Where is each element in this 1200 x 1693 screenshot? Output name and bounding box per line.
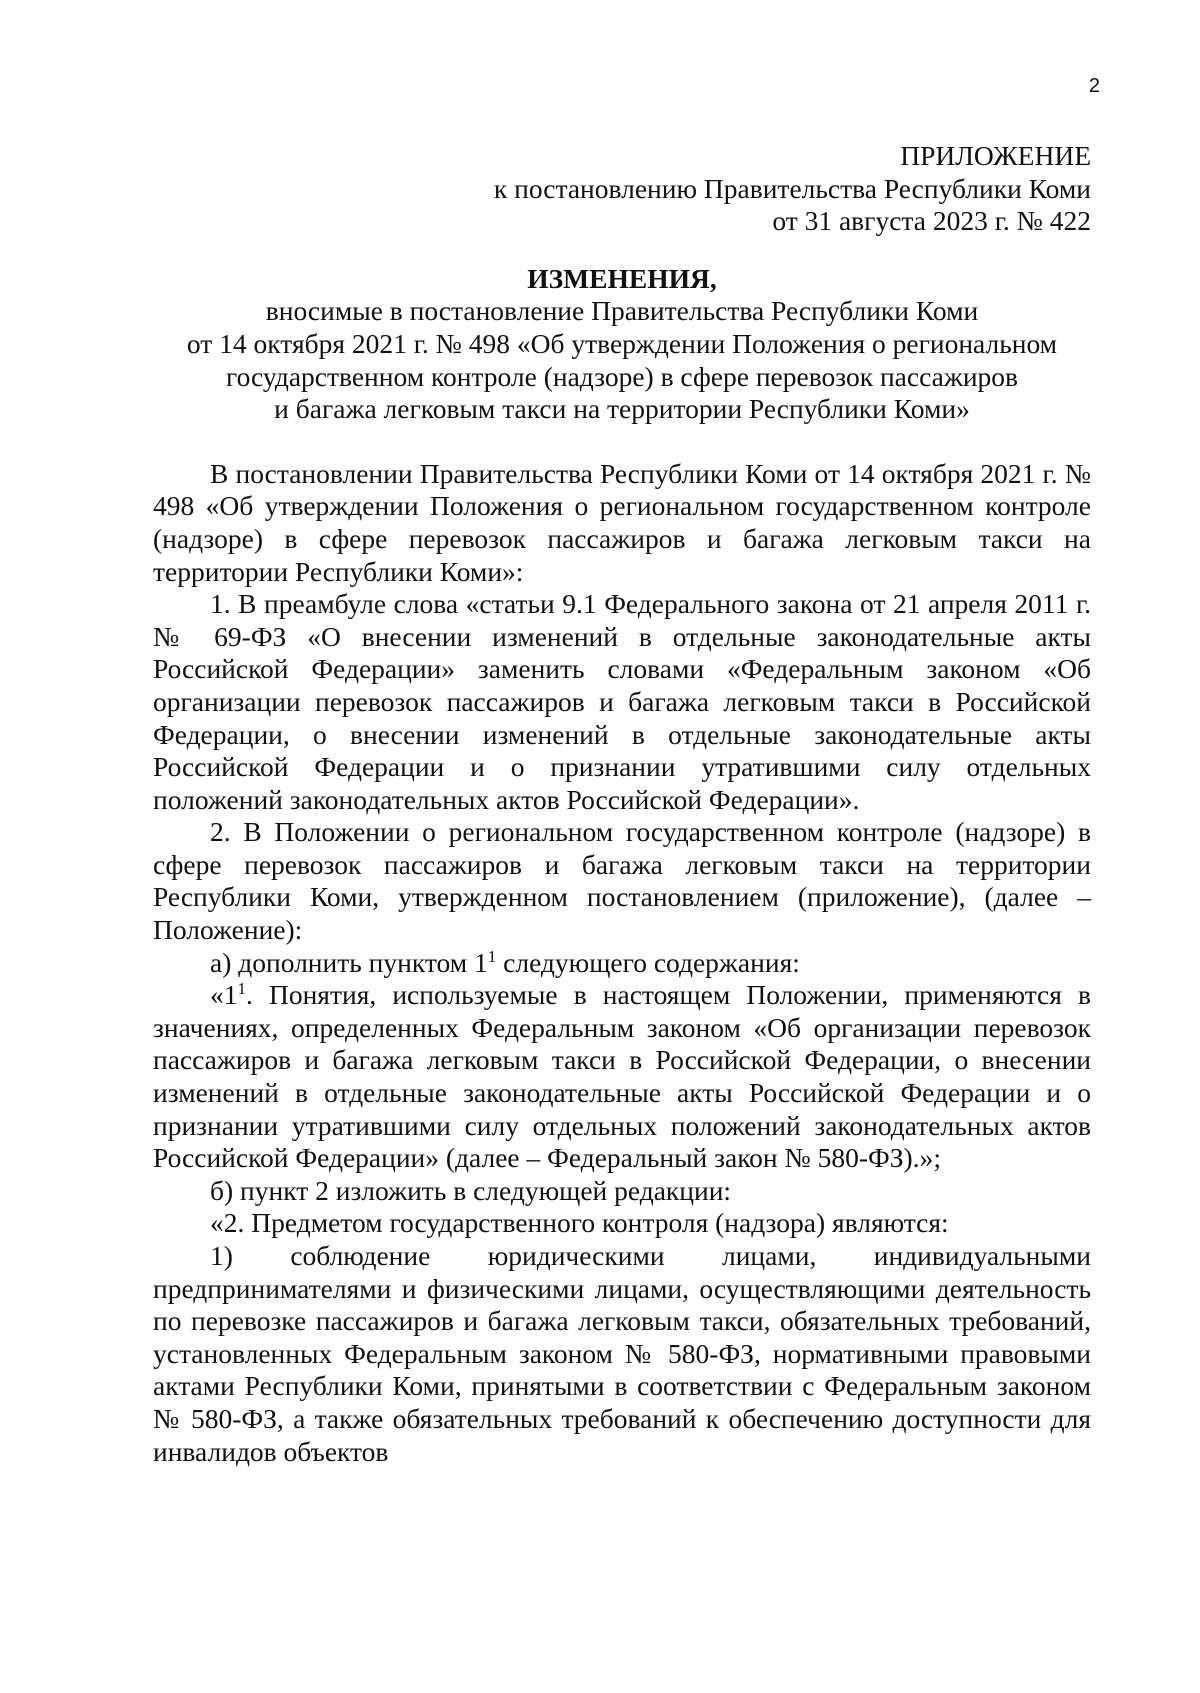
page-number: 2	[1088, 75, 1100, 97]
body-text	[153, 458, 1091, 1468]
heading-line: вносимые в постановление Правительства Республики Коми	[265, 295, 979, 327]
quoted-clause-start: «1	[210, 979, 238, 1011]
appendix-header	[153, 140, 1091, 238]
appendix-date-number: от 31 августа 2023 г. № 422	[772, 205, 1091, 237]
item-2-paragraph: 2. В Положении о региональном государственном контроле (надзоре) в сфере перевозок пассажиров и багажа легковым такси на территории Республики Коми, утвержденном постановлением (приложение), (далее – Положение):	[153, 816, 1091, 946]
quoted-clause-1-1	[153, 979, 1091, 1175]
point-2-paragraph: «2. Предметом государственного контроля (надзора) являются:	[210, 1207, 949, 1239]
heading-line: от 14 октября 2021 г. № 498 «Об утверждении Положения о региональном	[186, 327, 1058, 359]
sub-item-a-text: а) дополнить пунктом 1	[210, 946, 488, 978]
heading-line: государственном контроле (надзоре) в сфере перевозок пассажиров	[225, 360, 1019, 392]
point-2-1-paragraph: 1) соблюдение юридическими лицами, индивидуальными предпринимателями и физическими лицами, осуществляющими деятельность по перевозке пассажиров и багажа легковым такси, обязательных требований, установленных Федеральным законом № 580-ФЗ, нормативными правовыми актами Республики Коми, принятыми в соответствии с Федеральным законом № 580-ФЗ, а также обязательных требований к обеспечению доступности для инвалидов объектов	[153, 1240, 1091, 1467]
document-heading	[153, 263, 1091, 426]
sub-item-a-text-end: следующего содержания:	[496, 946, 800, 978]
quoted-clause-text: . Понятия, используемые в настоящем Положении, применяются в значениях, определенных Федеральным законом «Об организации перевозок пассажиров и багажа легковым такси в Российской Федерации, о внесении изменений в отдельные законодательные акты Российской Федерации и о признании утратившими силу отдельных положений законодательных актов Российской Федерации» (далее – Федеральный закон № 580-ФЗ).»;	[153, 979, 1091, 1174]
sub-item-b-paragraph: б) пункт 2 изложить в следующей редакции:	[210, 1174, 732, 1206]
document-body	[153, 140, 1091, 1468]
item-1-paragraph: 1. В преамбуле слова «статьи 9.1 Федерального закона от 21 апреля 2011 г. № 69-ФЗ «О внесении изменений в отдельные законодательные акты Российской Федерации» заменить словами «Федеральным законом «Об организации перевозок пассажиров и багажа легковым такси в Российской Федерации, о внесении изменений в отдельные законодательные акты Российской Федерации и о признании утратившими силу отдельных положений законодательных актов Российской Федерации».	[153, 588, 1091, 815]
appendix-title: ПРИЛОЖЕНИЕ	[900, 140, 1091, 171]
intro-paragraph: В постановлении Правительства Республики Коми от 14 октября 2021 г. № 498 «Об утверждении Положения о региональном государственном контроле (надзоре) в сфере перевозок пассажиров и багажа легковым такси на территории Республики Коми»:	[153, 457, 1091, 587]
heading-line: и багажа легковым такси на территории Республики Коми»	[274, 393, 970, 425]
superscript: 1	[487, 946, 497, 966]
sub-item-a-paragraph	[153, 947, 1091, 980]
superscript: 1	[237, 979, 246, 999]
heading-title: ИЗМЕНЕНИЯ,	[527, 262, 717, 294]
appendix-resolution-line: к постановлению Правительства Республики Коми	[493, 172, 1091, 204]
